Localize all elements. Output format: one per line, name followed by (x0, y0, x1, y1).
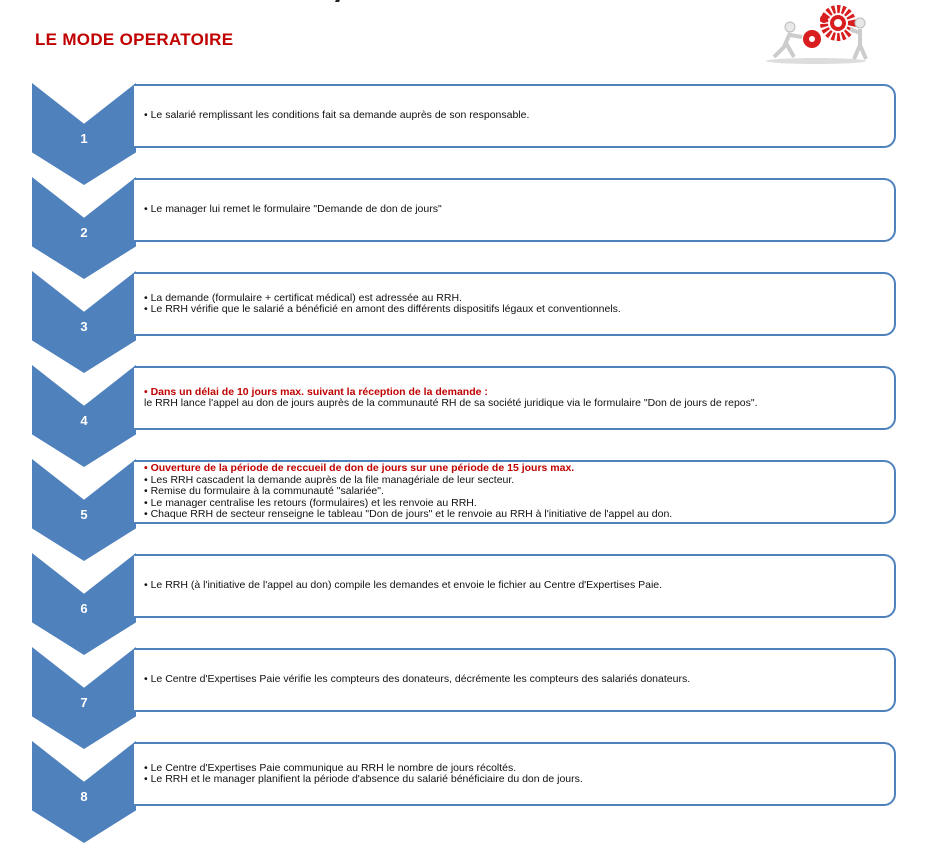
step-description-box (134, 460, 896, 524)
step-description-box (134, 272, 896, 336)
step-number: 8 (80, 789, 88, 804)
step-text-line: • Le salarié remplissant les conditions fait sa demande auprès de son responsable. (144, 109, 530, 122)
step-number: 1 (80, 131, 88, 146)
step-text-line: • Les RRH cascadent la demande auprès de la file managériale de leur secteur. (144, 473, 515, 486)
step-number: 4 (80, 413, 88, 428)
step-text-line: • Ouverture de la période de reccueil de don de jours sur une période de 15 jours max. (144, 462, 575, 475)
step-number: 6 (80, 601, 88, 616)
step-number: 3 (80, 319, 88, 334)
step-description-box (134, 742, 896, 806)
step-text-line: • Le manager centralise les retours (formulaires) et les renvoie au RRH. (144, 496, 477, 509)
page-title: LE MODE OPERATOIRE (35, 30, 234, 49)
process-step (0, 365, 927, 467)
process-step (0, 177, 927, 279)
step-description-box (134, 366, 896, 430)
process-step (0, 459, 927, 561)
step-text-line: • Le RRH et le manager planifient la période d'absence du salarié bénéficiaire du don de jours. (144, 773, 583, 785)
step-text-line: • La demande (formulaire + certificat médical) est adressée au RRH. (144, 291, 462, 304)
step-text-line: • Le Centre d'Expertises Paie communique au RRH le nombre de jours récoltés. (144, 761, 517, 774)
process-step (0, 271, 927, 373)
process-step (0, 83, 927, 185)
step-description-box (134, 178, 896, 242)
step-text-line: • Dans un délai de 10 jours max. suivant la réception de la demande : (144, 385, 488, 398)
step-text-line: • Remise du formulaire à la communauté "salariée". (144, 485, 384, 498)
step-number: 2 (80, 225, 88, 240)
step-text-line: • Le manager lui remet le formulaire "Demande de don de jours" (144, 203, 442, 216)
gears-people-icon (760, 5, 872, 65)
step-text-line: • Le RRH vérifie que le salarié a bénéficié en amont des différents dispositifs légaux et conventionnels. (144, 303, 621, 315)
step-text-line: • Le Centre d'Expertises Paie vérifie les compteurs des donateurs, décrémente les compteurs des salariés donateurs. (144, 673, 691, 686)
process-step (0, 647, 927, 749)
process-step (0, 741, 927, 843)
step-description-box (134, 554, 896, 618)
process-step (0, 553, 927, 655)
step-text-line: le RRH lance l'appel au don de jours auprès de la communauté RH de sa société juridique via le formulaire "Don de jours de repos". (144, 397, 758, 409)
step-number: 5 (80, 507, 88, 522)
step-description-box (134, 648, 896, 712)
cropped-text-fragment (327, 0, 345, 2)
step-text-line: • Le RRH (à l'initiative de l'appel au don) compile les demandes et envoie le fichier au Centre d'Expertises Paie. (144, 579, 663, 592)
step-text-line: • Chaque RRH de secteur renseigne le tableau "Don de jours" et le renvoie au RRH à l'initiative de l'appel au don. (144, 508, 673, 521)
step-number: 7 (80, 695, 88, 710)
step-description-box (134, 84, 896, 148)
